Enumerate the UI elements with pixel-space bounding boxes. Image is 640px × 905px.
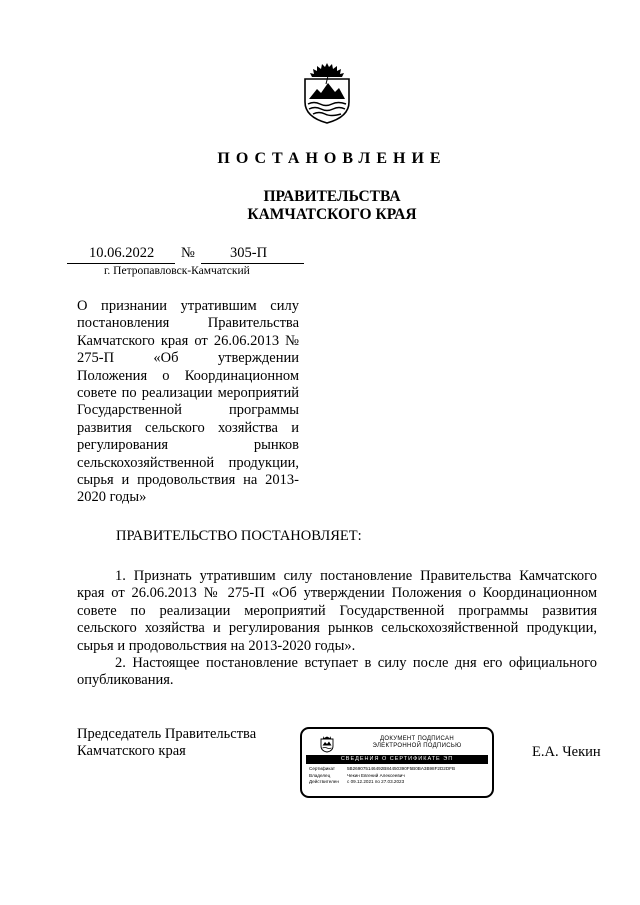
stamp-certificate-band: СВЕДЕНИЯ О СЕРТИФИКАТЕ ЭП (306, 755, 488, 764)
stamp-certificate-details (309, 766, 491, 786)
date-underline (67, 263, 175, 264)
stamp-row-value: 5B269075146492B84450390F5B0BA3B98F2D2DFB (347, 766, 456, 771)
document-city: г. Петропавловск-Камчатский (104, 265, 250, 277)
document-subject: О признании утратившим силу постановления Правительства Камчатского края от 26.06.2013 № 275-П «Об утверждении Положения о Координационном совете по реализации мероприятий Государственной программы развития сельского хозяйства и регулирования рынков сельскохозяйственной продукции, сырья и продовольствия на 2013-2020 годы» (77, 298, 299, 506)
paragraph-1: 1. Признать утратившим силу постановление Правительства Камчатского края от 26.06.2013 № 275-П «Об утверждении Положения о Координационном совете по реализации мероприятий Государственной программы развития сельского хозяйства и регулирования рынков сельскохозяйственной продукции, сырья и продовольствия на 2013-2020 годы». (77, 568, 597, 654)
stamp-heading (342, 736, 492, 750)
stamp-row-value: с 09.12.2021 по 27.03.2023 (347, 779, 405, 785)
signatory-title (77, 726, 256, 761)
number-underline (201, 263, 304, 264)
decree-heading: ПРАВИТЕЛЬСТВО ПОСТАНОВЛЯЕТ: (116, 528, 362, 544)
signatory-title-line-2: Камчатского края (77, 743, 186, 760)
stamp-row-key: Сертификат (309, 766, 336, 771)
stamp-emblem-icon (319, 735, 335, 753)
authority-line-1: ПРАВИТЕЛЬСТВА (263, 188, 401, 205)
stamp-row-value: Чекин Евгений Алексеевич (347, 772, 405, 778)
stamp-heading-line-2: ЭЛЕКТРОННОЙ ПОДПИСЬЮ (372, 743, 462, 749)
document-type: ПОСТАНОВЛЕНИЕ (217, 150, 447, 167)
stamp-row-key: Владелец (309, 772, 331, 778)
issuing-authority (0, 188, 640, 224)
coat-of-arms-emblem (302, 62, 352, 124)
number-sign: № (181, 245, 195, 261)
stamp-row-certificate (309, 766, 491, 773)
document-date: 10.06.2022 (89, 245, 155, 261)
electronic-signature-stamp (300, 727, 494, 798)
stamp-heading-line-1: ДОКУМЕНТ ПОДПИСАН (380, 736, 454, 742)
document-body (77, 568, 597, 690)
signatory-name: Е.А. Чекин (532, 744, 601, 760)
signatory-title-line-1: Председатель Правительства (77, 726, 257, 742)
document-number: 305-П (230, 245, 268, 261)
paragraph-2: 2. Настоящее постановление вступает в силу после дня его официального опубликования. (77, 655, 597, 689)
stamp-row-key: Действителен (309, 779, 339, 785)
authority-line-2: КАМЧАТСКОГО КРАЯ (247, 206, 417, 223)
stamp-row-validity (309, 779, 491, 786)
